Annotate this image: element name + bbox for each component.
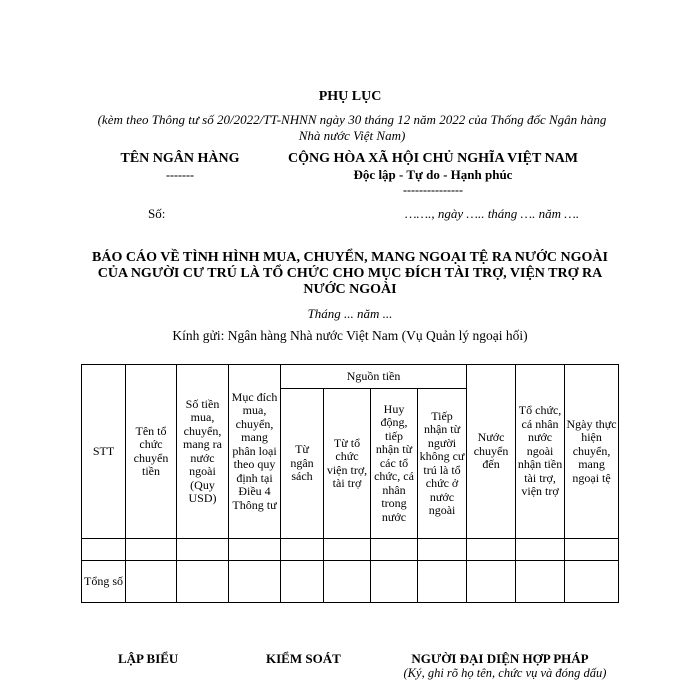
bank-name: TÊN NGÂN HÀNG (120, 151, 240, 166)
col-header-org-name: Tên tổ chức chuyển tiền (126, 365, 177, 539)
report-table (81, 364, 619, 603)
table-cell (281, 539, 324, 561)
table-cell (324, 561, 371, 603)
national-motto: Độc lập - Tự do - Hạnh phúc (353, 167, 513, 182)
table-cell (126, 561, 177, 603)
col-header-destination: Nước chuyển đến (467, 365, 516, 539)
col-header-fund-nonresident: Tiếp nhận từ người không cư trú là tổ chức ở nước ngoài (418, 389, 467, 539)
table-cell (281, 561, 324, 603)
report-title: BÁO CÁO VỀ TÌNH HÌNH MUA, CHUYỂN, MANG NGOẠI TỆ RA NƯỚC NGOÀI CỦA NGƯỜI CƯ TRÚ LÀ TỔ CHỨC CHO MỤC ĐÍCH TÀI TRỢ, VIỆN TRỢ RA NƯỚC NGOÀI (92, 250, 608, 297)
col-header-fund-aid: Từ tổ chức viện trợ, tài trợ (324, 389, 371, 539)
table-cell (565, 561, 619, 603)
motto-divider: --------------- (403, 183, 463, 197)
total-label: Tổng số (82, 561, 126, 603)
table-cell (371, 539, 418, 561)
table-cell (418, 561, 467, 603)
national-title: CỘNG HÒA XÃ HỘI CHỦ NGHĨA VIỆT NAM (287, 151, 578, 166)
document-number-label: Số: (148, 206, 166, 221)
report-period: Tháng ... năm ... (307, 306, 393, 321)
report-recipient: Kính gửi: Ngân hàng Nhà nước Việt Nam (Vụ Quản lý ngoại hối) (172, 328, 528, 343)
col-header-stt: STT (82, 365, 126, 539)
table-cell (516, 539, 565, 561)
date-line: ……., ngày ….. tháng …. năm …. (405, 206, 580, 221)
col-header-funding-source: Nguồn tiền (281, 365, 467, 389)
table-cell (467, 561, 516, 603)
table-cell (371, 561, 418, 603)
col-header-foreign-recipient: Tổ chức, cá nhân nước ngoài nhận tiền tài trợ, viện trợ (516, 365, 565, 539)
signature-control: KIỂM SOÁT (266, 651, 341, 666)
signature-preparer: LẬP BIỂU (118, 651, 179, 666)
col-header-purpose: Mục đích mua, chuyển, mang phân loại theo quy định tại Điều 4 Thông tư (229, 365, 281, 539)
table-cell (565, 539, 619, 561)
appendix-title: PHỤ LỤC (318, 89, 382, 104)
table-cell (516, 561, 565, 603)
table-cell (177, 561, 229, 603)
appendix-note: (kèm theo Thông tư số 20/2022/TT-NHNN ngày 30 tháng 12 năm 2022 của Thống đốc Ngân hàng Nhà nước Việt Nam) (97, 112, 607, 143)
table-row (82, 539, 619, 561)
total-row (82, 561, 619, 603)
table-cell (418, 539, 467, 561)
table-cell (177, 539, 229, 561)
col-header-transfer-date: Ngày thực hiện chuyển, mang ngoại tệ (565, 365, 619, 539)
table-cell (126, 539, 177, 561)
signature-note: (Ký, ghi rõ họ tên, chức vụ và đóng dấu) (403, 666, 607, 680)
col-header-fund-budget: Từ ngân sách (281, 389, 324, 539)
table-cell (467, 539, 516, 561)
col-header-fund-mobilized: Huy động, tiếp nhận từ các tổ chức, cá nhân trong nước (371, 389, 418, 539)
table-cell (229, 561, 281, 603)
col-header-amount: Số tiền mua, chuyển, mang ra nước ngoài (Quy USD) (177, 365, 229, 539)
signature-legal-representative: NGƯỜI ĐẠI DIỆN HỢP PHÁP (411, 651, 589, 666)
table-cell (229, 539, 281, 561)
bank-name-divider: ------- (166, 168, 194, 182)
table-cell (324, 539, 371, 561)
table-cell (82, 539, 126, 561)
